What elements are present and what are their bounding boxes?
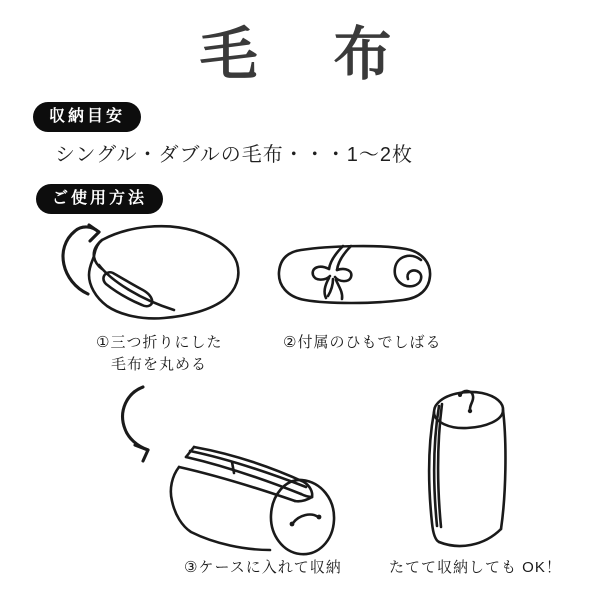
bow-tail-middle (328, 279, 333, 296)
standing-case-cord-dot (458, 393, 462, 397)
step1-caption (96, 332, 222, 376)
standing-case-right-edge (501, 410, 505, 529)
case-horizontal-illustration (163, 438, 343, 558)
step1-caption-line1: ①三つ折りにした (96, 334, 223, 351)
case-cord-end-dot (290, 522, 295, 527)
case-body-outline (171, 467, 270, 550)
step3-caption: ③ケースに入れて収納 (184, 559, 342, 576)
tied-roll-illustration (273, 240, 438, 312)
step2-caption: ②付属のひもでしばる (283, 334, 442, 351)
case-flap-converge-3 (295, 497, 312, 501)
bow-loop-right (335, 269, 351, 281)
bow-tail-right (336, 280, 342, 299)
step1-caption-line2: 毛布を丸める (111, 356, 208, 373)
case-front-flap-top (186, 457, 301, 494)
storage-capacity-text: シングル・ダブルの毛布・・・1～2枚 (55, 144, 413, 166)
step4-caption: たてて収納しても OK！ (389, 559, 562, 576)
standing-case-bottom (439, 529, 501, 546)
case-cord (293, 515, 318, 523)
standing-case-cord (460, 391, 473, 409)
rotate-arrowhead-icon (89, 225, 99, 241)
storage-guideline-badge: 収納目安 (33, 102, 141, 132)
case-flap-channel (190, 451, 306, 487)
roll-spiral-end (395, 256, 421, 286)
page-title: 毛 布 (199, 22, 401, 87)
bow-loop-left (313, 267, 330, 280)
step-flow-arrow-icon (100, 382, 170, 467)
case-flap-crease (232, 462, 234, 473)
case-standing-illustration (403, 383, 513, 551)
rolled-blanket-illustration (50, 210, 250, 330)
usage-instructions-badge: ご使用方法 (36, 184, 163, 214)
standing-case-cord-dot (468, 409, 472, 413)
case-cord-end-dot (317, 515, 322, 520)
